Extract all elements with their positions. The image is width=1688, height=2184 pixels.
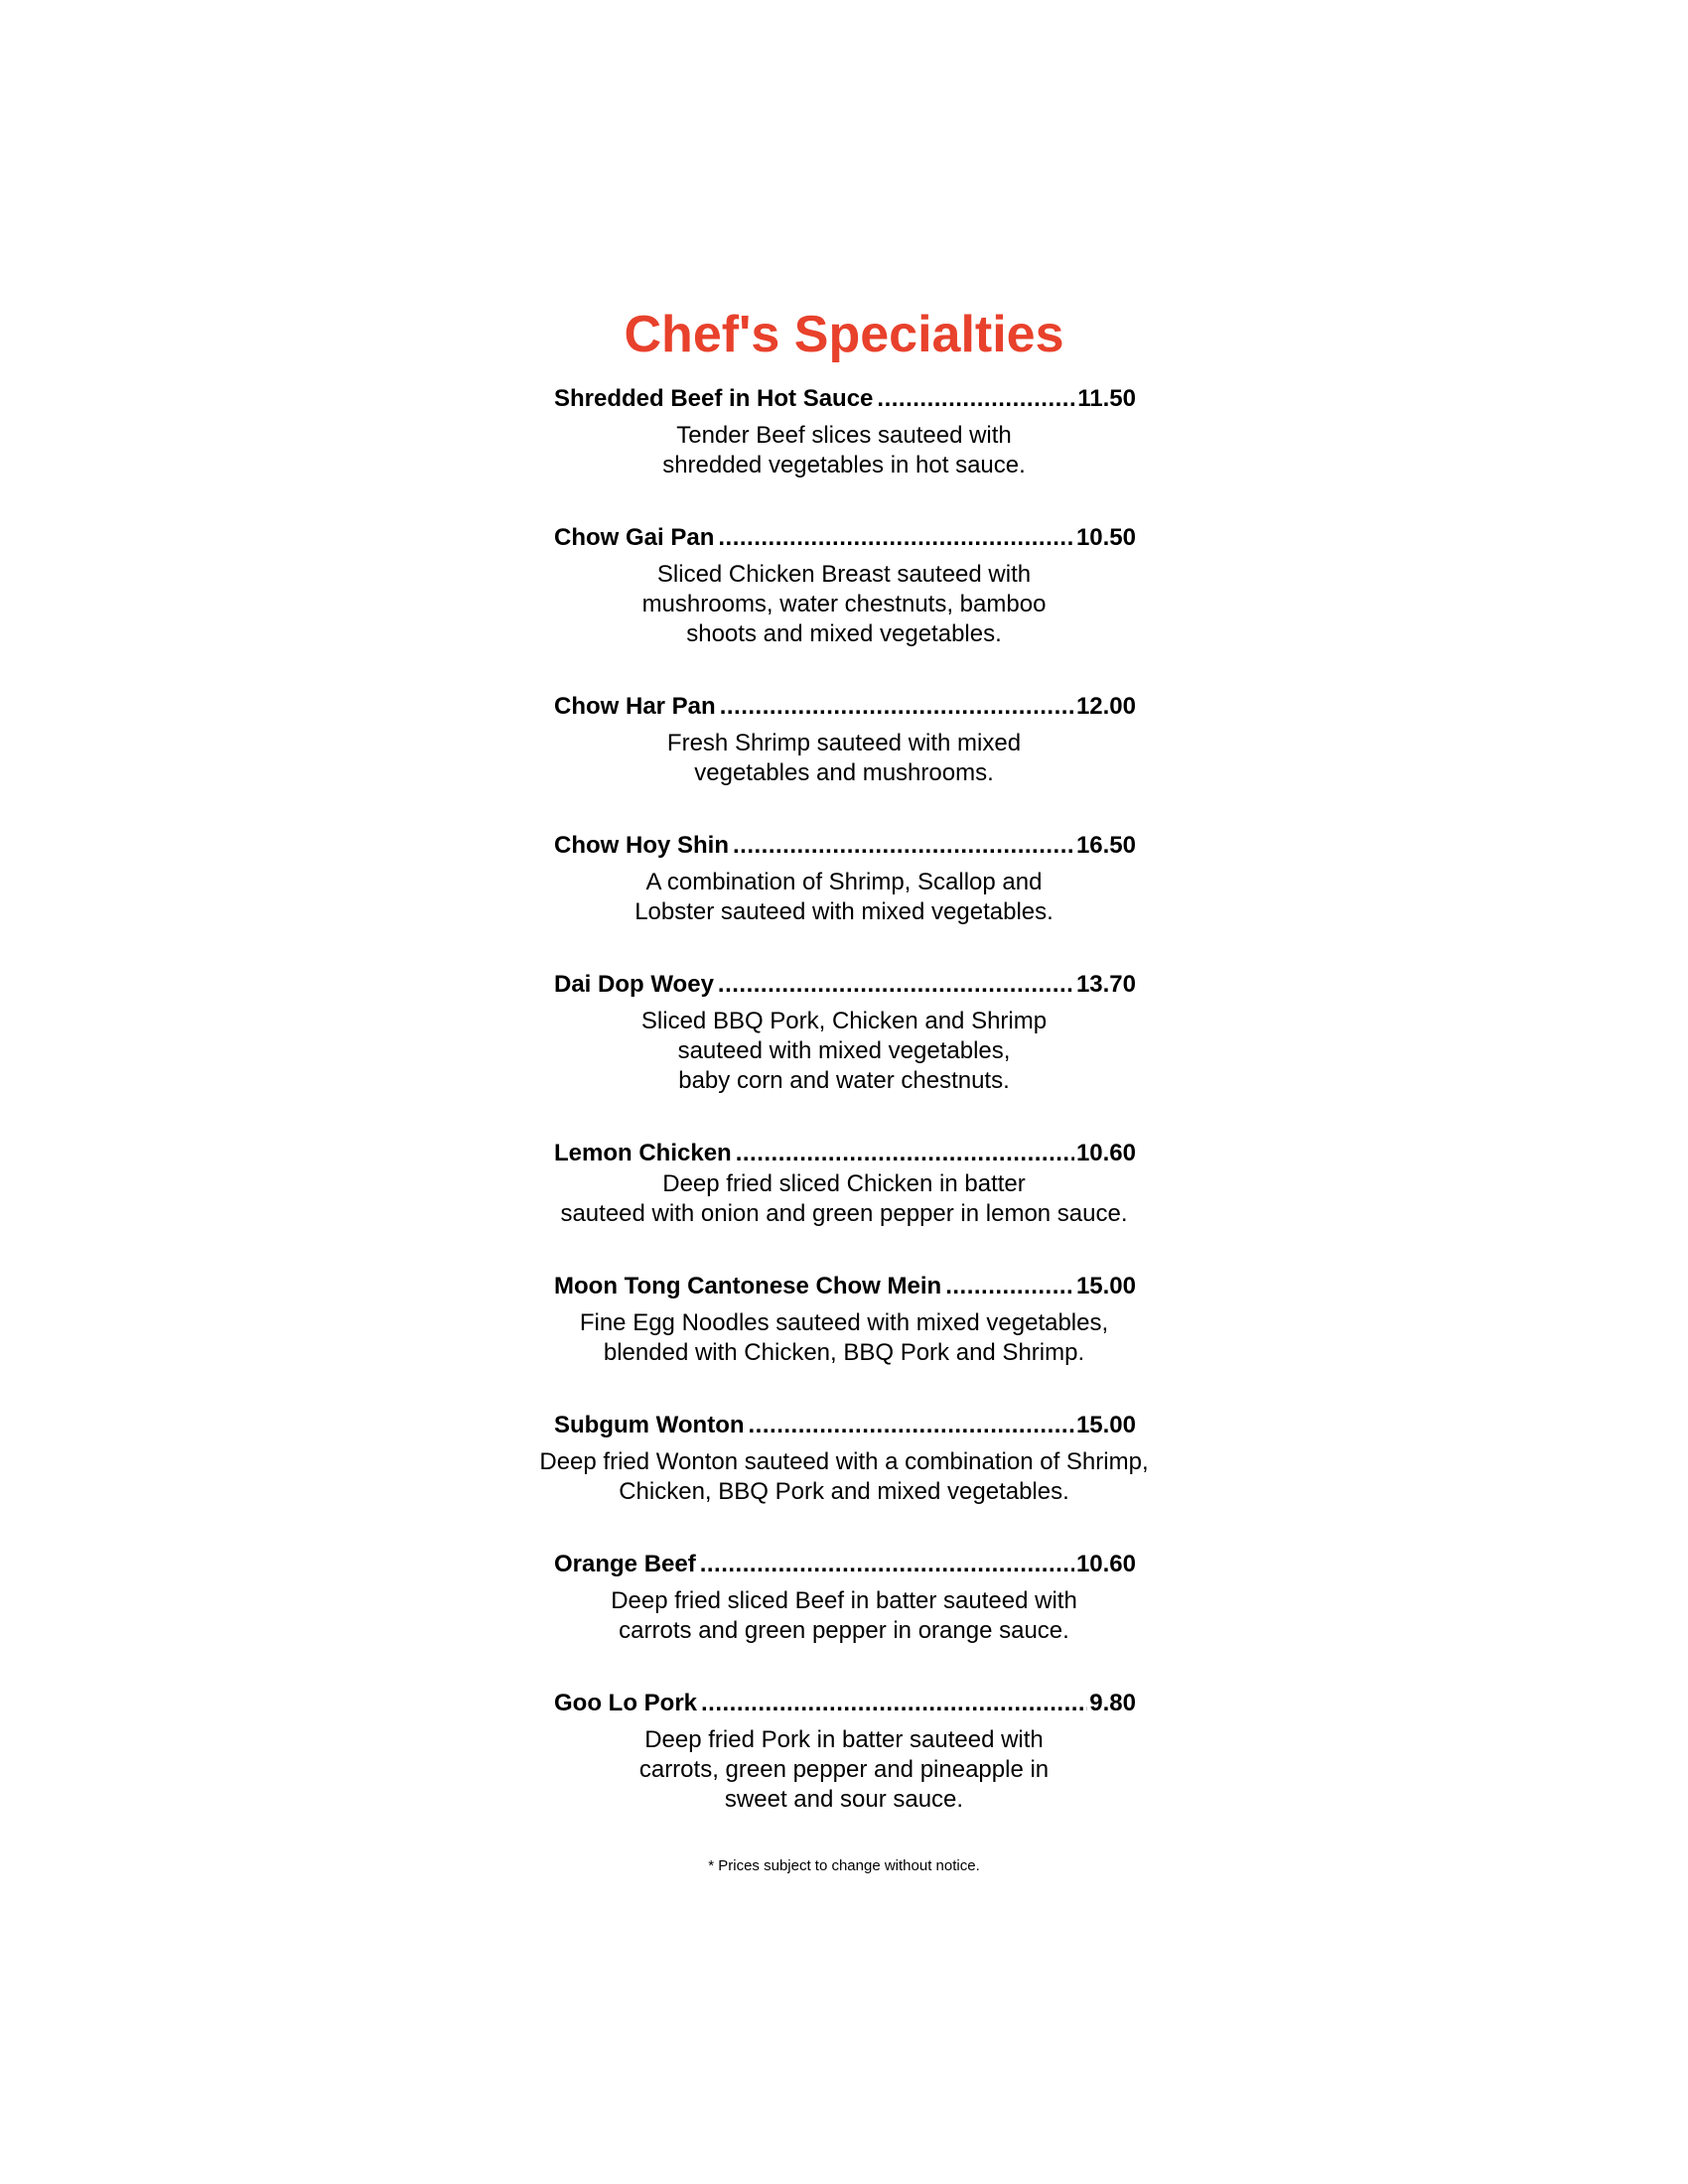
menu-list <box>0 383 1688 1856</box>
description-line: sweet and sour sauce. <box>724 1786 964 1813</box>
menu-item-header <box>554 1410 1136 1441</box>
menu-item-description <box>0 560 1688 649</box>
menu-item <box>0 1271 1688 1368</box>
menu-item <box>0 383 1688 480</box>
description-line: Tender Beef slices sauteed with <box>676 422 1012 449</box>
description-line: Fine Egg Noodles sauteed with mixed vegetables, <box>579 1309 1109 1336</box>
dot-leader <box>733 830 1074 862</box>
dot-leader <box>718 969 1074 1001</box>
menu-item-name: Dai Dop Woey <box>554 971 714 998</box>
menu-item-description <box>0 1308 1688 1368</box>
menu-item-name: Shredded Beef in Hot Sauce <box>554 385 874 412</box>
dot-leader <box>700 1549 1074 1580</box>
menu-item <box>0 691 1688 788</box>
menu-item-header <box>554 383 1136 415</box>
dot-leader <box>749 1410 1074 1441</box>
menu-item-description <box>0 1447 1688 1507</box>
menu-item <box>0 830 1688 927</box>
menu-item-header <box>554 1549 1136 1580</box>
menu-item-name: Lemon Chicken <box>554 1140 732 1166</box>
menu-item-name: Goo Lo Pork <box>554 1690 697 1716</box>
description-line: Fresh Shrimp sauteed with mixed <box>666 730 1022 756</box>
menu-item <box>0 1410 1688 1507</box>
menu-item <box>0 969 1688 1096</box>
description-line: A combination of Shrimp, Scallop and <box>645 869 1043 895</box>
description-line: Deep fried Pork in batter sauteed with <box>644 1726 1044 1753</box>
description-line: Sliced BBQ Pork, Chicken and Shrimp <box>640 1008 1048 1034</box>
menu-item-description <box>0 868 1688 927</box>
menu-item-price: 11.50 <box>1077 385 1136 412</box>
menu-item-price: 10.60 <box>1075 1551 1136 1577</box>
description-line: Sliced Chicken Breast sauteed with <box>656 561 1032 588</box>
dot-leader <box>718 522 1074 554</box>
description-line: Lobster sauteed with mixed vegetables. <box>634 898 1054 925</box>
menu-item-name: Chow Har Pan <box>554 693 716 720</box>
menu-item-price: 10.50 <box>1075 524 1136 551</box>
description-line: shoots and mixed vegetables. <box>686 620 1002 647</box>
menu-item-price: 13.70 <box>1075 971 1136 998</box>
menu-item <box>0 522 1688 649</box>
menu-item-description <box>0 1725 1688 1815</box>
dot-leader <box>720 691 1074 723</box>
description-line: vegetables and mushrooms. <box>694 759 994 786</box>
menu-item-header <box>554 691 1136 723</box>
menu-item-header <box>554 1271 1136 1302</box>
menu-item-price: 9.80 <box>1089 1690 1136 1716</box>
menu-item-price: 12.00 <box>1075 693 1136 720</box>
menu-item-description <box>0 1169 1688 1229</box>
menu-item-description <box>0 1586 1688 1646</box>
menu-item-name: Chow Hoy Shin <box>554 832 729 859</box>
menu-item-header <box>554 830 1136 862</box>
menu-item-price: 16.50 <box>1075 832 1136 859</box>
description-line: carrots, green pepper and pineapple in <box>638 1756 1050 1783</box>
description-line: Chicken, BBQ Pork and mixed vegetables. <box>619 1478 1069 1505</box>
description-line: Deep fried sliced Beef in batter sauteed with <box>611 1587 1077 1614</box>
description-line: shredded vegetables in hot sauce. <box>662 452 1026 478</box>
description-line: baby corn and water chestnuts. <box>678 1067 1010 1094</box>
menu-item-description <box>0 729 1688 788</box>
menu-item <box>0 1688 1688 1815</box>
menu-item-header <box>554 1138 1136 1169</box>
dot-leader <box>945 1271 1074 1302</box>
menu-item-header <box>554 522 1136 554</box>
description-line: Deep fried sliced Chicken in batter <box>662 1170 1026 1197</box>
menu-item-name: Subgum Wonton <box>554 1412 745 1438</box>
page-title: Chef's Specialties <box>624 306 1064 363</box>
description-line: mushrooms, water chestnuts, bamboo <box>641 591 1047 617</box>
dot-leader <box>736 1138 1074 1169</box>
menu-item-name: Moon Tong Cantonese Chow Mein <box>554 1273 942 1299</box>
description-line: Deep fried Wonton sauteed with a combination of Shrimp, <box>539 1448 1149 1475</box>
description-line: carrots and green pepper in orange sauce. <box>619 1617 1069 1644</box>
description-line: sauteed with mixed vegetables, <box>677 1037 1011 1064</box>
menu-item-price: 15.00 <box>1075 1273 1136 1299</box>
menu-item-price: 10.60 <box>1075 1140 1136 1166</box>
menu-item-name: Orange Beef <box>554 1551 696 1577</box>
menu-item-header <box>554 1688 1136 1719</box>
menu-item-price: 15.00 <box>1075 1412 1136 1438</box>
dot-leader <box>701 1688 1087 1719</box>
menu-item-description <box>0 1007 1688 1096</box>
menu-item-header <box>554 969 1136 1001</box>
menu-item <box>0 1549 1688 1646</box>
menu-item-description <box>0 421 1688 480</box>
dot-leader <box>877 383 1075 415</box>
menu-item-name: Chow Gai Pan <box>554 524 715 551</box>
description-line: blended with Chicken, BBQ Pork and Shrimp. <box>603 1339 1085 1366</box>
description-line: sauteed with onion and green pepper in lemon sauce. <box>560 1200 1128 1227</box>
price-disclaimer: * Prices subject to change without notice. <box>708 1857 980 1874</box>
menu-item <box>0 1138 1688 1229</box>
